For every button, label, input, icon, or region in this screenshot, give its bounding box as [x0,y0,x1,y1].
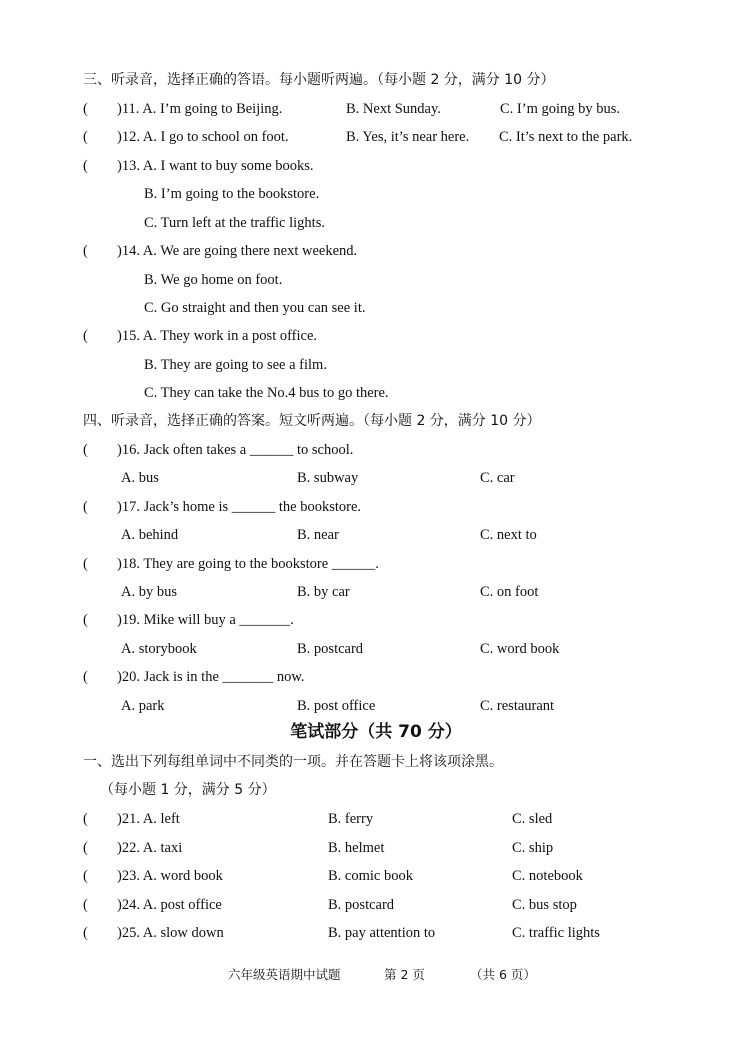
question-22-option-c: C. ship [512,840,554,856]
question-15-option-a: )15. A. They work in a post office. [117,328,318,344]
written-section1-heading: 一、选出下列每组单词中不同类的一项。并在答题卡上将该项涂黑。 [83,754,503,770]
question-24 [0,893,752,917]
question-12 [0,125,752,149]
question-22 [0,836,752,860]
question-12-option-a: )12. A. I go to school on foot. [117,129,289,145]
question-25-option-a: )25. A. slow down [117,925,224,941]
footer-exam-name: 六年级英语期中试题 [228,967,341,982]
question-11-option-c: C. I’m going by bus. [500,101,621,117]
written-title-line [0,718,752,746]
answer-paren: ( [83,129,88,145]
question-17-option-a: A. behind [121,527,179,543]
question-20-option-a: A. park [121,698,165,714]
question-17-text: )17. Jack’s home is ______ the bookstore. [117,499,362,515]
question-17-options [0,523,752,547]
answer-paren: ( [83,925,88,941]
question-14-option-b: B. We go home on foot. [144,272,283,288]
question-24-option-b: B. postcard [328,897,395,913]
question-13-option-b: B. I’m going to the bookstore. [144,186,320,202]
page-footer [0,963,752,987]
question-11 [0,97,752,121]
section3-heading: 三、听录音，选择正确的答语。每小题听两遍。（每小题 2 分，满分 10 分） [83,72,555,88]
question-25-option-c: C. traffic lights [512,925,600,941]
answer-paren: ( [83,556,88,572]
question-12-option-b: B. Yes, it’s near here. [346,129,470,145]
question-17 [0,495,752,519]
answer-paren: ( [83,442,88,458]
question-15 [0,324,752,348]
question-25-option-b: B. pay attention to [328,925,436,941]
question-23-option-a: )23. A. word book [117,868,223,884]
question-23-option-c: C. notebook [512,868,583,884]
answer-paren: ( [83,243,88,259]
question-19-option-b: B. postcard [297,641,364,657]
question-23-option-b: B. comic book [328,868,413,884]
answer-paren: ( [83,101,88,117]
question-19-options [0,637,752,661]
question-18-text: )18. They are going to the bookstore ______. [117,556,379,572]
footer-total-pages: （共 6 页） [470,967,536,982]
question-13-option-c: C. Turn left at the traffic lights. [144,215,325,231]
answer-paren: ( [83,897,88,913]
question-21 [0,807,752,831]
question-24-option-a: )24. A. post office [117,897,222,913]
question-18-option-a: A. by bus [121,584,177,600]
question-20-text: )20. Jack is in the _______ now. [117,669,305,685]
written-part-title: 笔试部分（共 70 分） [290,722,462,742]
question-16-option-c: C. car [480,470,515,486]
answer-paren: ( [83,612,88,628]
question-15-option-b: B. They are going to see a film. [144,357,327,373]
question-13-c-line [0,211,752,235]
question-19 [0,608,752,632]
question-15-c-line [0,381,752,405]
question-20-option-b: B. post office [297,698,376,714]
question-18-options [0,580,752,604]
question-16-options [0,466,752,490]
question-13-option-a: )13. A. I want to buy some books. [117,158,314,174]
question-14-option-c: C. Go straight and then you can see it. [144,300,366,316]
question-15-b-line [0,353,752,377]
section4-heading: 四、听录音，选择正确的答案。短文听两遍。（每小题 2 分，满分 10 分） [83,413,541,429]
answer-paren: ( [83,158,88,174]
question-16-option-b: B. subway [297,470,359,486]
question-19-text: )19. Mike will buy a _______. [117,612,294,628]
question-20-option-c: C. restaurant [480,698,555,714]
question-21-option-a: )21. A. left [117,811,180,827]
answer-paren: ( [83,669,88,685]
question-23 [0,864,752,888]
written-section1-sub-line [0,778,752,802]
question-20-options [0,694,752,718]
question-24-option-c: C. bus stop [512,897,577,913]
question-19-option-a: A. storybook [121,641,197,657]
question-25 [0,921,752,945]
question-22-option-b: B. helmet [328,840,385,856]
question-16 [0,438,752,462]
question-11-option-a: )11. A. I’m going to Beijing. [117,101,283,117]
question-18-option-c: C. on foot [480,584,539,600]
answer-paren: ( [83,328,88,344]
question-11-option-b: B. Next Sunday. [346,101,441,117]
question-16-text: )16. Jack often takes a ______ to school. [117,442,354,458]
footer-page-number: 第 2 页 [384,967,425,982]
answer-paren: ( [83,840,88,856]
question-19-option-c: C. word book [480,641,560,657]
question-17-option-b: B. near [297,527,339,543]
question-18 [0,552,752,576]
question-12-option-c: C. It’s next to the park. [499,129,633,145]
section3-heading-line [0,68,752,92]
question-14 [0,239,752,263]
question-22-option-a: )22. A. taxi [117,840,183,856]
question-13 [0,154,752,178]
question-16-option-a: A. bus [121,470,159,486]
question-20 [0,665,752,689]
question-15-option-c: C. They can take the No.4 bus to go there. [144,385,389,401]
question-13-b-line [0,182,752,206]
question-21-option-c: C. sled [512,811,553,827]
written-section1-heading-line [0,750,752,774]
question-14-b-line [0,268,752,292]
question-18-option-b: B. by car [297,584,350,600]
question-14-option-a: )14. A. We are going there next weekend. [117,243,358,259]
written-section1-subheading: （每小题 1 分，满分 5 分） [100,782,276,798]
question-14-c-line [0,296,752,320]
answer-paren: ( [83,811,88,827]
question-17-option-c: C. next to [480,527,537,543]
answer-paren: ( [83,499,88,515]
section4-heading-line [0,409,752,433]
answer-paren: ( [83,868,88,884]
question-21-option-b: B. ferry [328,811,374,827]
